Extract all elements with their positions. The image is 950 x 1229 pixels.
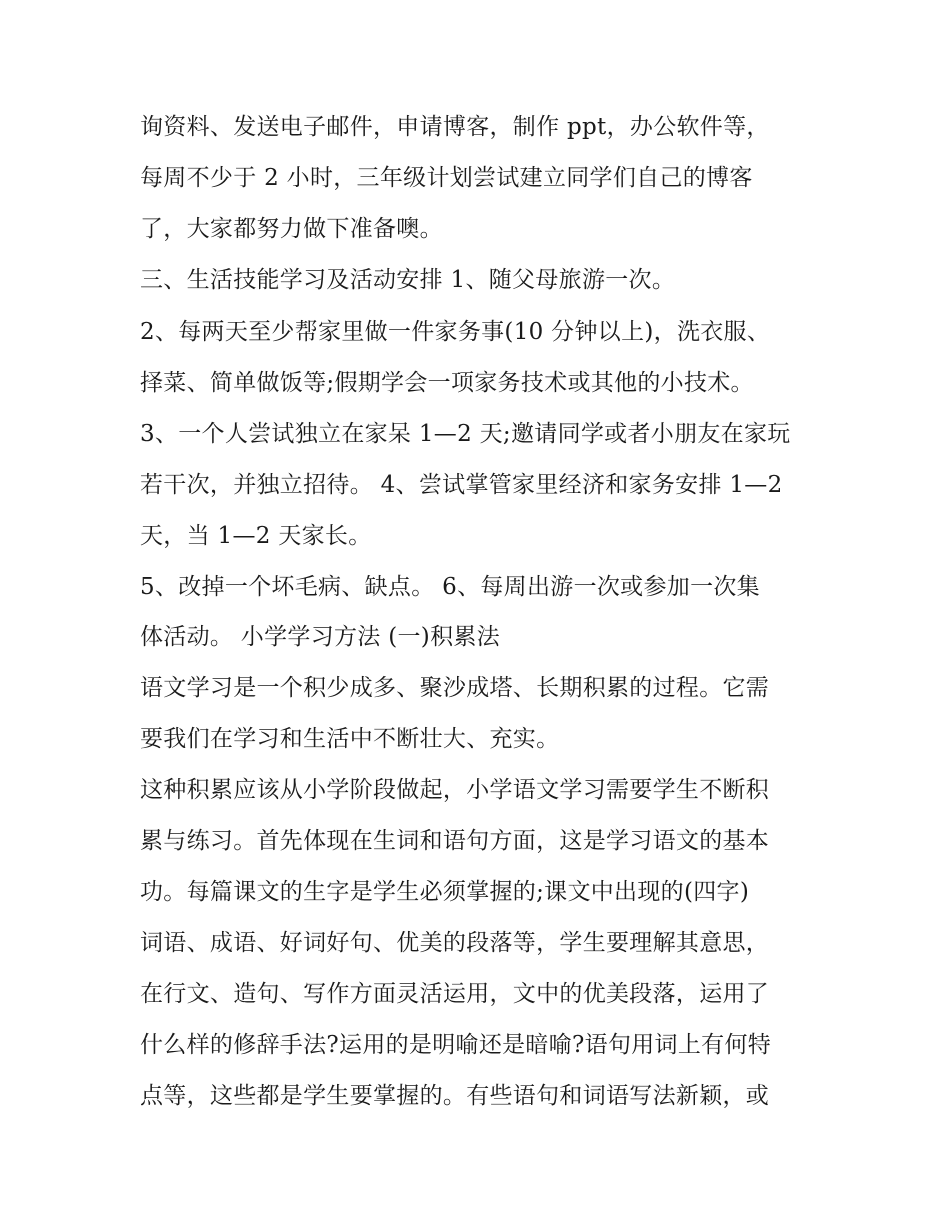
text-line-3: 了，大家都努力做下准备噢。 bbox=[140, 216, 443, 242]
text-line-6: 择菜、简单做饭等;假期学会一项家务技术或其他的小技术。 bbox=[140, 370, 754, 396]
text-line-1: 询资料、发送电子邮件，申请博客，制作 ppt，办公软件等， bbox=[140, 114, 770, 140]
text-line-19: 什么样的修辞手法?运用的是明喻还是暗喻?语句用词上有何特 bbox=[140, 1032, 772, 1058]
text-line-11: 体活动。 小学学习方法 (一)积累法 bbox=[140, 624, 500, 650]
text-line-10: 5、改掉一个坏毛病、缺点。 6、每周出游一次或参加一次集 bbox=[140, 574, 760, 600]
text-line-16: 功。每篇课文的生字是学生必须掌握的;课文中出现的(四字) bbox=[140, 879, 750, 905]
text-line-8: 若干次，并独立招待。 4、尝试掌管家里经济和家务安排 1—2 bbox=[140, 472, 783, 498]
text-line-2: 每周不少于 2 小时，三年级计划尝试建立同学们自己的博客 bbox=[140, 165, 753, 191]
text-line-17: 词语、成语、好词好句、优美的段落等，学生要理解其意思， bbox=[140, 930, 770, 956]
text-line-14: 这种积累应该从小学阶段做起，小学语文学习需要学生不断积 bbox=[140, 777, 770, 803]
text-line-13: 要我们在学习和生活中不断壮大、充实。 bbox=[140, 726, 560, 752]
text-line-15: 累与练习。首先体现在生词和语句方面，这是学习语文的基本 bbox=[140, 828, 770, 854]
text-line-7: 3、一个人尝试独立在家呆 1—2 天;邀请同学或者小朋友在家玩 bbox=[140, 421, 791, 447]
text-line-9: 天，当 1—2 天家长。 bbox=[140, 523, 372, 549]
text-line-5: 2、每两天至少帮家里做一件家务事(10 分钟以上)，洗衣服、 bbox=[140, 319, 771, 345]
text-line-4: 三、生活技能学习及活动安排 1、随父母旅游一次。 bbox=[140, 267, 676, 293]
text-line-20: 点等，这些都是学生要掌握的。有些语句和词语写法新颖，或 bbox=[140, 1083, 770, 1109]
text-line-18: 在行文、造句、写作方面灵活运用，文中的优美段落，运用了 bbox=[140, 981, 770, 1007]
text-line-12: 语文学习是一个积少成多、聚沙成塔、长期积累的过程。它需 bbox=[140, 675, 770, 701]
